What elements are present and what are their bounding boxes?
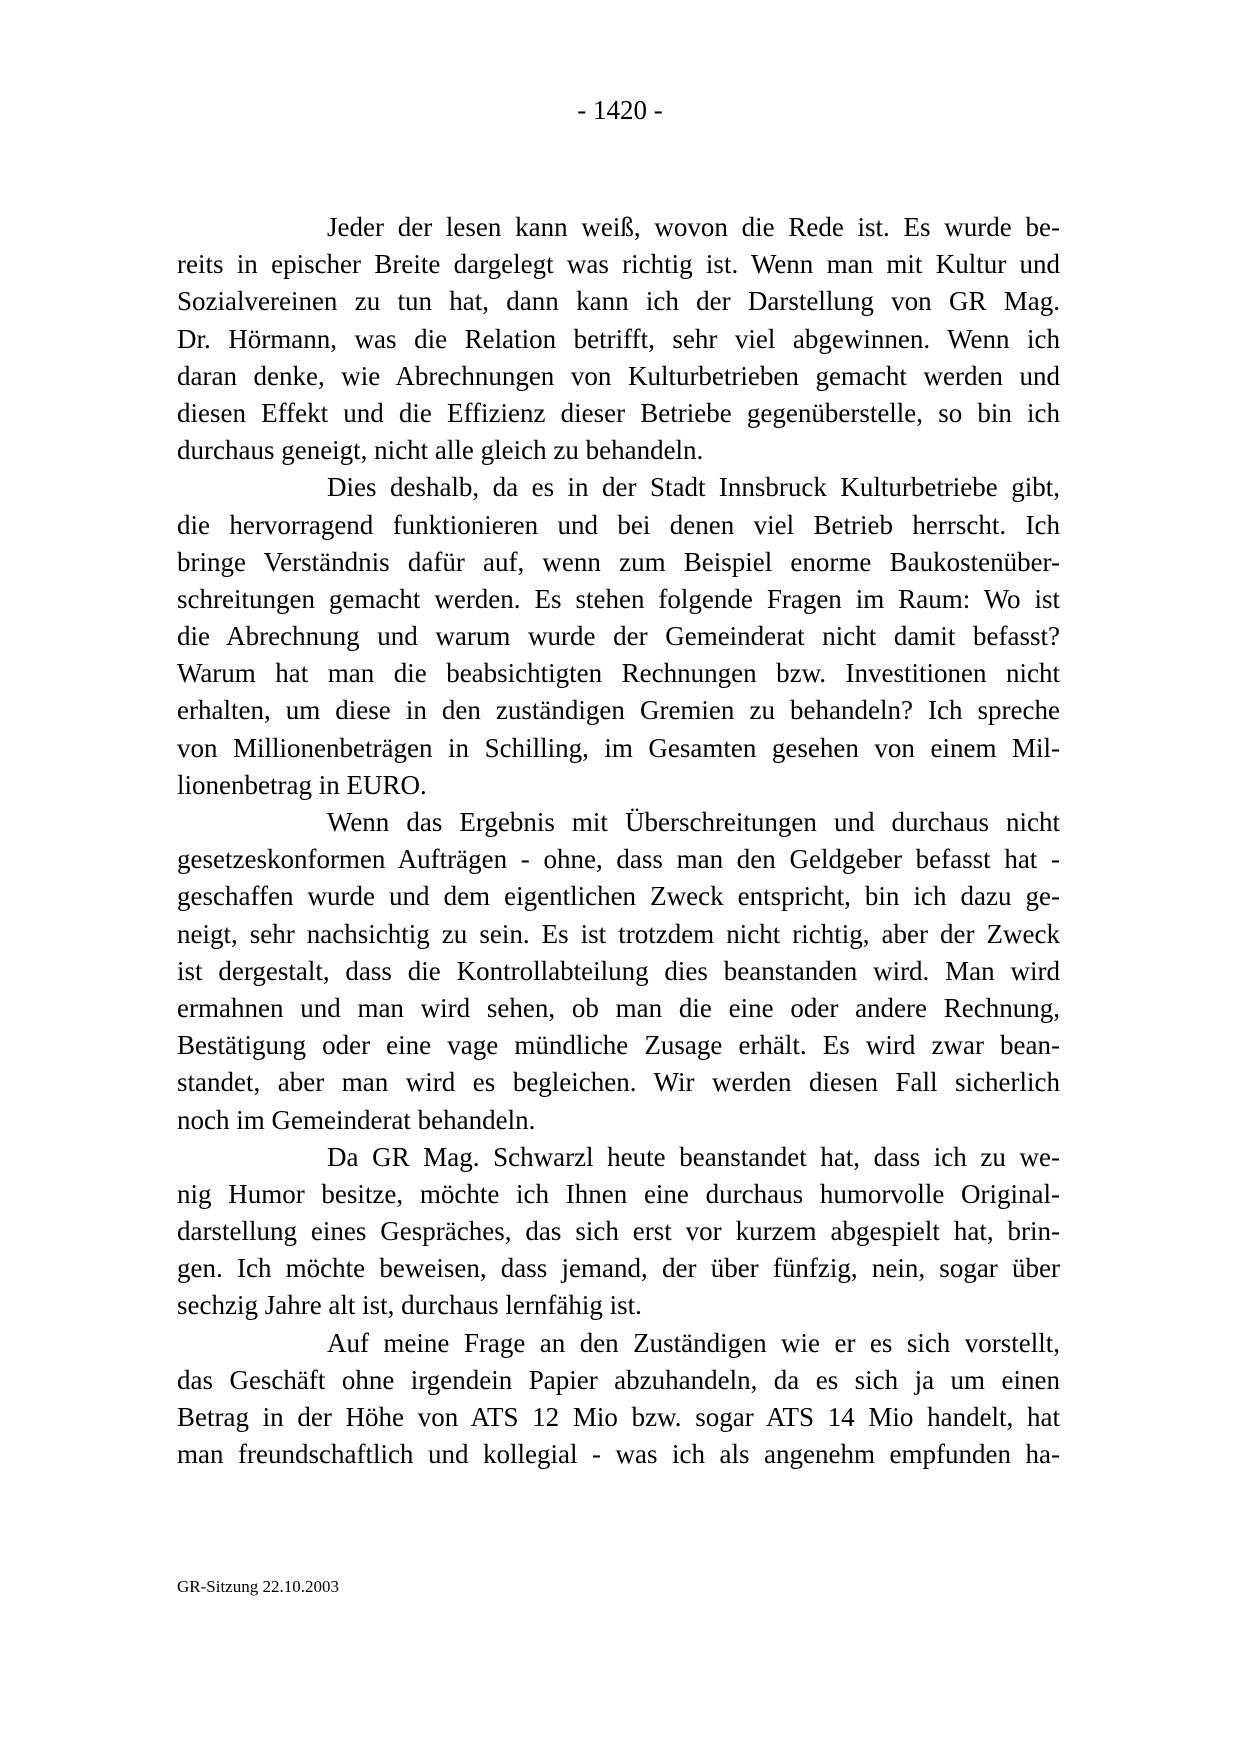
text-line: die hervorragend funktionieren und bei denen viel Betrieb herrscht. Ich [177,509,1060,540]
body-text [177,209,1060,1473]
text-line: die Abrechnung und warum wurde der Gemeinderat nicht damit befasst? [177,621,1060,652]
text-line: erhalten, um diese in den zuständigen Gremien zu behandeln? Ich spreche [177,695,1060,726]
text-line: ermahnen und man wird sehen, ob man die eine oder andere Rechnung, [177,992,1060,1023]
text-line: lionenbetrag in EURO. [177,769,427,800]
text-line: das Geschäft ohne irgendein Papier abzuhandeln, da es sich ja um einen [177,1364,1060,1395]
text-line: Bestätigung oder eine vage mündliche Zusage erhält. Es wird zwar bean- [177,1030,1060,1061]
text-line: Da GR Mag. Schwarzl heute beanstandet hat, dass ich zu we- [327,1141,1060,1172]
text-line: von Millionenbeträgen in Schilling, im Gesamten gesehen von einem Mil- [177,732,1060,763]
text-line: Dr. Hörmann, was die Relation betrifft, sehr viel abgewinnen. Wenn ich [177,323,1060,354]
text-line: gen. Ich möchte beweisen, dass jemand, der über fünfzig, nein, sogar über [177,1253,1060,1284]
text-line: ist dergestalt, dass die Kontrollabteilung dies beanstanden wird. Man wird [177,955,1060,986]
text-line: reits in epischer Breite dargelegt was richtig ist. Wenn man mit Kultur und [177,249,1060,280]
text-line: Betrag in der Höhe von ATS 12 Mio bzw. sogar ATS 14 Mio handelt, hat [177,1402,1060,1432]
paragraph [177,1325,1060,1474]
text-line: nig Humor besitze, möchte ich Ihnen eine durchaus humorvolle Original- [177,1178,1060,1209]
text-line: standet, aber man wird es begleichen. Wir werden diesen Fall sicherlich [177,1067,1060,1098]
paragraph [177,1139,1060,1325]
text-line: durchaus geneigt, nicht alle gleich zu behandeln. [177,435,704,466]
text-line: gesetzeskonformen Aufträgen - ohne, dass man den Geldgeber befasst hat - [177,844,1060,875]
text-line: Sozialvereinen zu tun hat, dann kann ich der Darstellung von GR Mag. [177,286,1060,317]
text-line: sechzig Jahre alt ist, durchaus lernfähig ist. [177,1290,642,1321]
text-line: Jeder der lesen kann weiß, wovon die Rede ist. Es wurde be- [327,212,1060,242]
text-line: schreitungen gemacht werden. Es stehen folgende Fragen im Raum: Wo ist [177,583,1060,614]
text-line: darstellung eines Gespräches, das sich erst vor kurzem abgespielt hat, brin- [177,1216,1060,1247]
text-line: Warum hat man die beabsichtigten Rechnungen bzw. Investitionen nicht [177,658,1060,689]
text-line: noch im Gemeinderat behandeln. [177,1104,536,1135]
text-line: Dies deshalb, da es in der Stadt Innsbruck Kulturbetriebe gibt, [327,472,1060,503]
paragraph [177,209,1060,469]
paragraph [177,804,1060,1139]
text-line: geschaffen wurde und dem eigentlichen Zweck entspricht, bin ich dazu ge- [177,881,1060,912]
footer-session-date: GR-Sitzung 22.10.2003 [177,1577,339,1596]
text-line: Wenn das Ergebnis mit Überschreitungen und durchaus nicht [327,807,1060,837]
text-line: diesen Effekt und die Effizienz dieser Betriebe gegenüberstelle, so bin ich [177,397,1060,428]
text-line: neigt, sehr nachsichtig zu sein. Es ist trotzdem nicht richtig, aber der Zweck [177,918,1060,949]
text-line: daran denke, wie Abrechnungen von Kulturbetrieben gemacht werden und [177,360,1060,391]
page-number: - 1420 - [577,95,663,125]
text-line: Auf meine Frage an den Zuständigen wie er es sich vorstellt, [327,1327,1060,1358]
paragraph [177,469,1060,804]
text-line: man freundschaftlich und kollegial - was ich als angenehm empfunden ha- [177,1439,1060,1470]
text-line: bringe Verständnis dafür auf, wenn zum Beispiel enorme Baukostenüber- [177,546,1060,577]
